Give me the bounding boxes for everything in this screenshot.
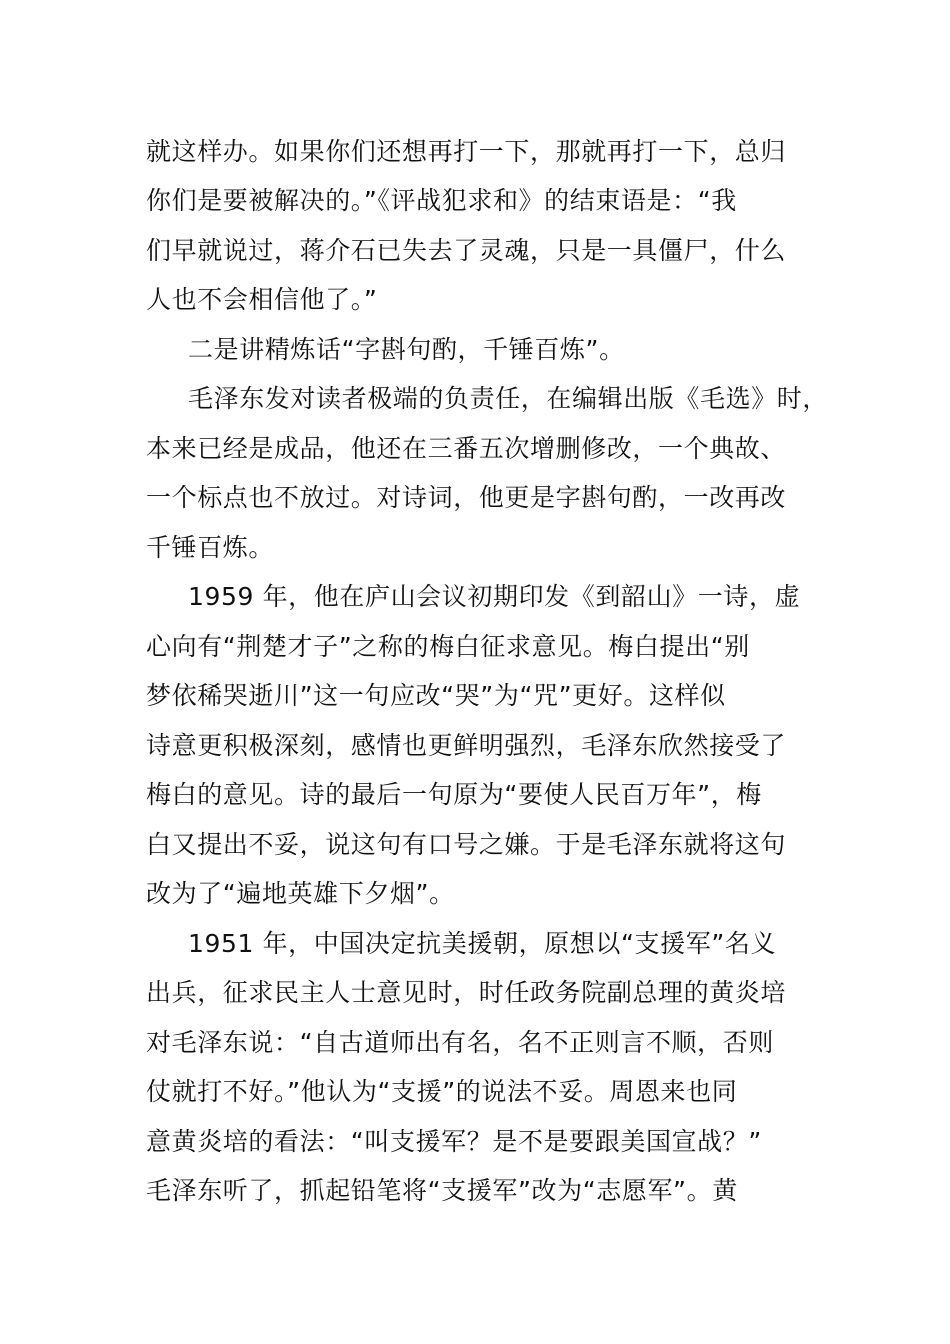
text-line: 你们是要被解决的。”《评战犯求和》的结束语是：“我 bbox=[146, 186, 737, 215]
text-line: 一个标点也不放过。对诗词，他更是字斟句酌，一改再改 bbox=[146, 483, 787, 512]
text-line: 人也不会相信他了。” bbox=[146, 285, 378, 314]
text-line: 本来已经是成品，他还在三番五次增删修改，一个典故、 bbox=[146, 434, 787, 463]
text-line: 1959 年，他在庐山会议初期印发《到韶山》一诗，虚 bbox=[188, 582, 801, 611]
text-line: 白又提出不妥，说这句有口号之嫌。于是毛泽东就将这句 bbox=[146, 830, 787, 859]
text-line: 诗意更积极深刻，感情也更鲜明强烈，毛泽东欣然接受了 bbox=[146, 731, 787, 760]
text-line: 意黄炎培的看法：“叫支援军？是不是要跟美国宣战？” bbox=[146, 1127, 762, 1156]
text-line: 梅白的意见。诗的最后一句原为“要使人民百万年”，梅 bbox=[146, 780, 762, 809]
text-line: 毛泽东听了，抓起铅笔将“支援军”改为“志愿军”。黄 bbox=[146, 1176, 738, 1205]
text-line: 心向有“荆楚才子”之称的梅白征求意见。梅白提出“别 bbox=[146, 632, 750, 661]
text-line: 改为了“遍地英雄下夕烟”。 bbox=[146, 879, 455, 908]
text-line: 1951 年，中国决定抗美援朝，原想以“支援军”名义 bbox=[188, 929, 777, 958]
text-line: 梦依稀哭逝川”这一句应改“哭”为“咒”更好。这样似 bbox=[146, 681, 726, 710]
text-line: 毛泽东发对读者极端的负责任，在编辑出版《毛选》时， bbox=[188, 384, 829, 413]
text-line: 们早就说过，蒋介石已失去了灵魂，只是一具僵尸，什么 bbox=[146, 236, 787, 265]
text-line: 就这样办。如果你们还想再打一下，那就再打一下，总归 bbox=[146, 137, 787, 166]
text-line: 出兵，征求民主人士意见时，时任政务院副总理的黄炎培 bbox=[146, 978, 787, 1007]
text-line: 仗就打不好。”他认为“支援”的说法不妥。周恩来也同 bbox=[146, 1077, 738, 1106]
text-line: 对毛泽东说：“自古道师出有名，名不正则言不顺，否则 bbox=[146, 1028, 774, 1057]
text-line: 二是讲精炼话“字斟句酌，千锤百炼”。 bbox=[188, 335, 625, 364]
text-line: 千锤百炼。 bbox=[146, 533, 275, 562]
